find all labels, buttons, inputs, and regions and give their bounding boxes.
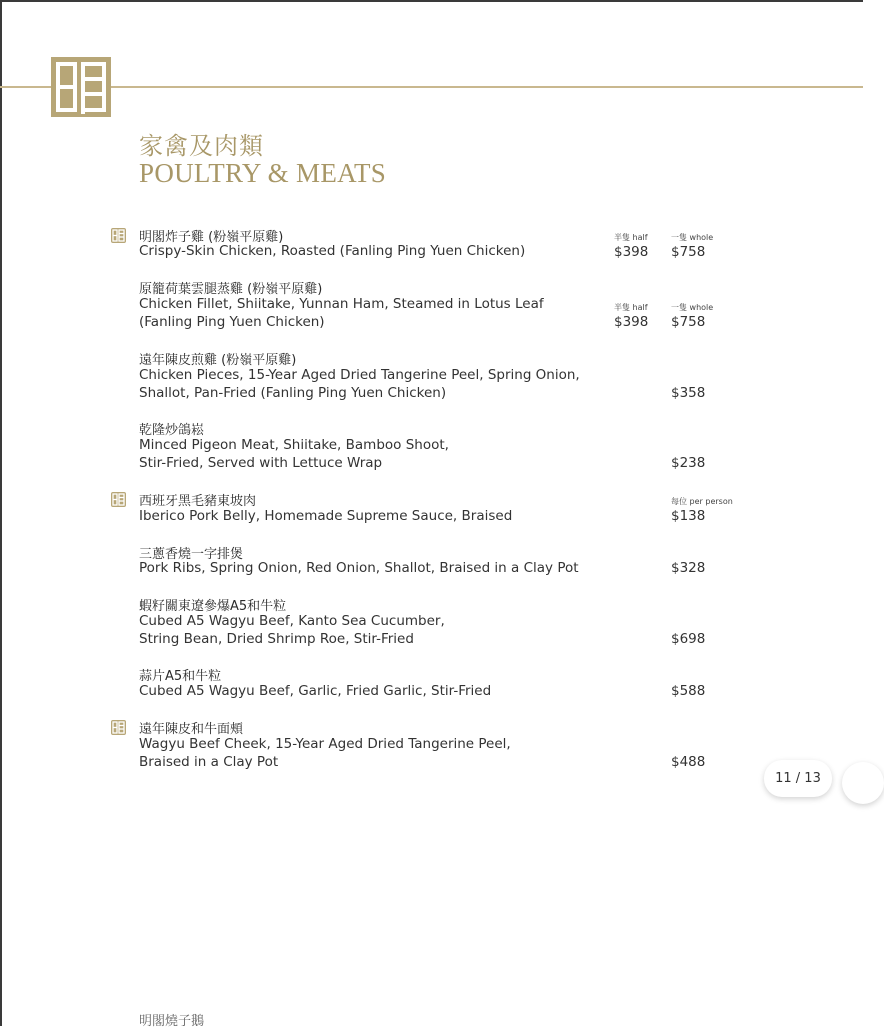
ming-logo-icon xyxy=(51,57,111,117)
page-left-border xyxy=(0,0,2,1026)
item-name-zh: 遠年陳皮和牛面頰 xyxy=(139,722,244,737)
item-description: Shallot, Pan-Fried (Fanling Ping Yuen Chicken) xyxy=(139,385,447,401)
page-top-border xyxy=(0,0,863,2)
item-price: $698 xyxy=(671,631,706,647)
item-price: $588 xyxy=(671,683,706,699)
item-name-zh: 蒜片A5和牛粒 xyxy=(139,669,222,684)
item-name-zh: 遠年陳皮煎雞 (粉嶺平原雞) xyxy=(139,353,297,368)
next-page-button[interactable] xyxy=(842,762,884,804)
item-name-zh: 三蔥香燒一字排煲 xyxy=(139,547,244,562)
item-description: Chicken Pieces, 15-Year Aged Dried Tangerine Peel, Spring Onion, xyxy=(139,367,580,383)
next-item-partial-text: 明閣燒子鵝 xyxy=(139,1014,205,1029)
item-price: $488 xyxy=(671,754,706,770)
item-price: $238 xyxy=(671,455,706,471)
item-description: Braised in a Clay Pot xyxy=(139,754,279,770)
item-description: Minced Pigeon Meat, Shiitake, Bamboo Shoot, xyxy=(139,437,449,453)
per-person-label: 每位 per person xyxy=(671,497,733,506)
half-price-label: 半隻 half xyxy=(614,303,648,312)
whole-price-label: 一隻 whole xyxy=(671,233,714,242)
item-price: $328 xyxy=(671,560,706,576)
item-description: String Bean, Dried Shrimp Roe, Stir-Fried xyxy=(139,631,414,647)
item-name-zh: 明閣炸子雞 (粉嶺平原雞) xyxy=(139,230,284,245)
item-description: Iberico Pork Belly, Homemade Supreme Sauce, Braised xyxy=(139,508,513,524)
page-indicator[interactable]: 11 / 13 xyxy=(764,760,832,797)
item-description: Wagyu Beef Cheek, 15-Year Aged Dried Tangerine Peel, xyxy=(139,736,511,752)
item-description: Chicken Fillet, Shiitake, Yunnan Ham, Steamed in Lotus Leaf xyxy=(139,296,544,312)
next-item-partial xyxy=(139,1014,229,1029)
whole-price: $758 xyxy=(671,314,706,330)
item-description: Cubed A5 Wagyu Beef, Garlic, Fried Garlic, Stir-Fried xyxy=(139,683,492,699)
item-price: $138 xyxy=(671,508,706,524)
section-title-zh: 家禽及肉類 xyxy=(139,132,264,160)
item-description: Crispy-Skin Chicken, Roasted (Fanling Ping Yuen Chicken) xyxy=(139,243,526,259)
half-price: $398 xyxy=(614,244,649,260)
item-description: Pork Ribs, Spring Onion, Red Onion, Shallot, Braised in a Clay Pot xyxy=(139,560,579,576)
half-price-label: 半隻 half xyxy=(614,233,648,242)
ming-signature-icon xyxy=(111,492,126,507)
item-name-zh: 乾隆炒鴿崧 xyxy=(139,423,205,438)
item-name-zh: 原籠荷葉雲腿蒸雞 (粉嶺平原雞) xyxy=(139,282,323,297)
item-price: $358 xyxy=(671,385,706,401)
half-price: $398 xyxy=(614,314,649,330)
header-rule xyxy=(0,86,863,88)
item-name-zh: 蝦籽關東遼參爆A5和牛粒 xyxy=(139,599,287,614)
item-description: Cubed A5 Wagyu Beef, Kanto Sea Cucumber, xyxy=(139,613,445,629)
item-description: (Fanling Ping Yuen Chicken) xyxy=(139,314,325,330)
item-name-zh: 西班牙黑毛豬東坡肉 xyxy=(139,494,257,509)
section-title-en: POULTRY & MEATS xyxy=(139,158,387,188)
item-description: Stir-Fried, Served with Lettuce Wrap xyxy=(139,455,383,471)
ming-signature-icon xyxy=(111,228,126,243)
ming-signature-icon xyxy=(111,720,126,735)
whole-price: $758 xyxy=(671,244,706,260)
whole-price-label: 一隻 whole xyxy=(671,303,714,312)
